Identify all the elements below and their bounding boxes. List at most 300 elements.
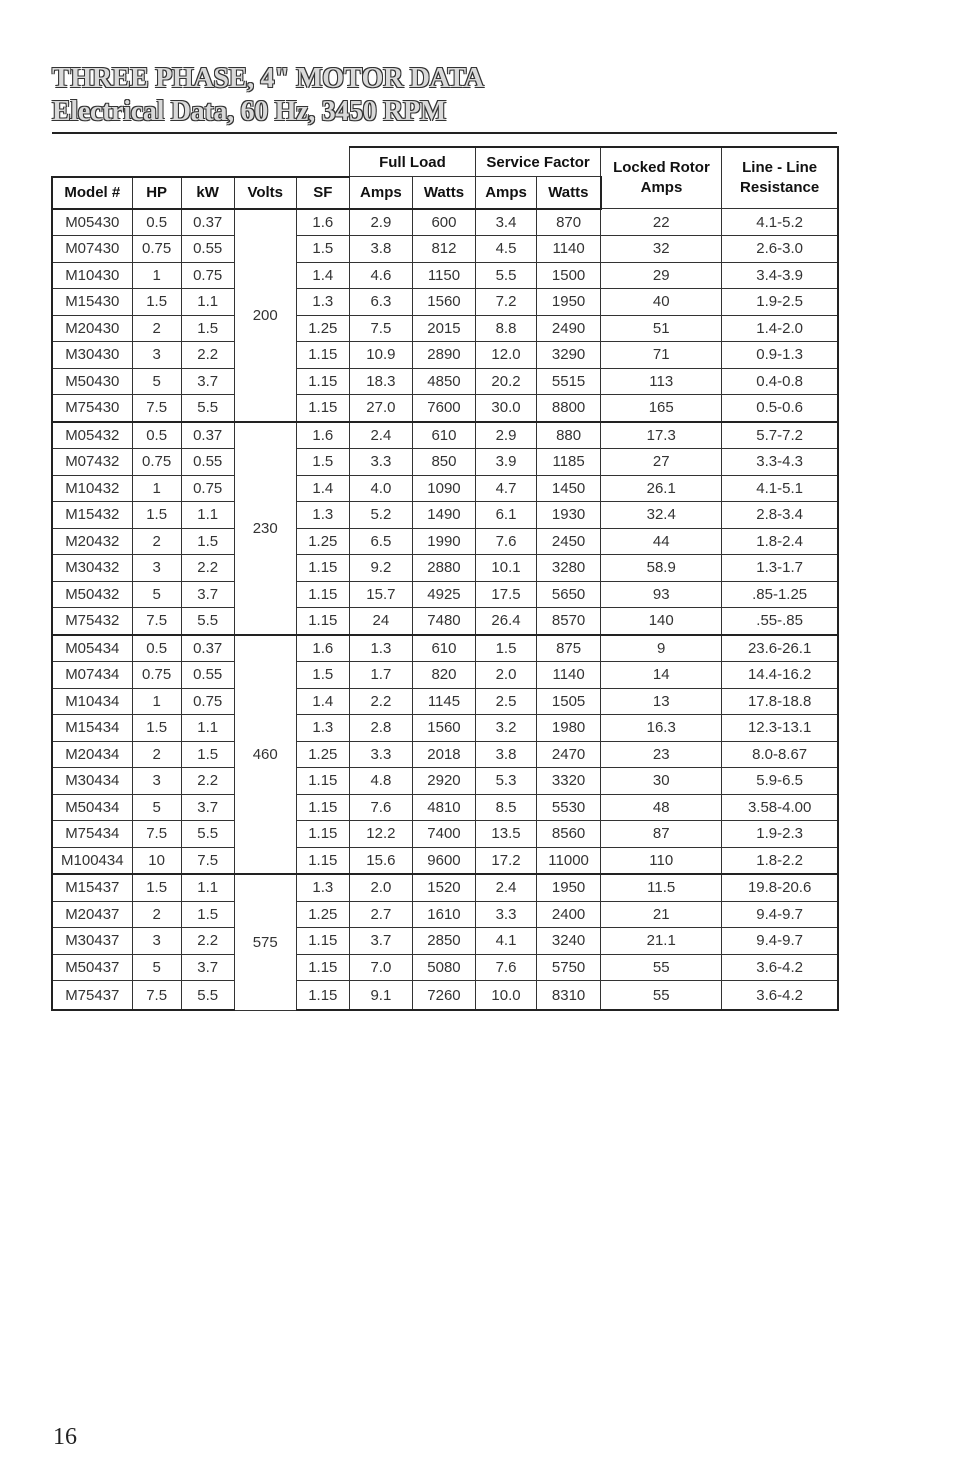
sf-cell: 1.15	[296, 847, 349, 874]
hp-cell: 0.75	[132, 449, 181, 476]
table-row	[52, 555, 838, 582]
service-factor-watts-cell: 8800	[537, 395, 601, 422]
full-load-amps-cell: 10.9	[349, 342, 412, 369]
full-load-amps-cell: 4.0	[349, 475, 412, 502]
service-factor-watts-cell: 2490	[537, 315, 601, 342]
service-factor-amps-cell: 10.1	[476, 555, 537, 582]
service-factor-amps-cell: 26.4	[476, 608, 537, 635]
full-load-watts-cell: 610	[412, 422, 475, 449]
locked-rotor-amps-cell: 55	[601, 954, 722, 981]
sf-cell: 1.15	[296, 928, 349, 955]
model-cell: M05432	[52, 422, 132, 449]
service-factor-watts-cell: 875	[537, 635, 601, 662]
model-cell: M30437	[52, 928, 132, 955]
sf-cell: 1.3	[296, 289, 349, 316]
full-load-amps-cell: 4.6	[349, 262, 412, 289]
full-load-amps-cell: 3.8	[349, 236, 412, 263]
hp-cell: 1	[132, 262, 181, 289]
model-cell: M30434	[52, 768, 132, 795]
sf-cell: 1.6	[296, 635, 349, 662]
hp-cell: 5	[132, 368, 181, 395]
full-load-amps-cell: 1.7	[349, 662, 412, 689]
line-line-resistance-cell: 2.6-3.0	[722, 236, 838, 263]
service-factor-watts-cell: 8560	[537, 821, 601, 848]
locked-rotor-amps-cell: 58.9	[601, 555, 722, 582]
full-load-amps-cell: 3.3	[349, 449, 412, 476]
locked-rotor-amps-cell: 21.1	[601, 928, 722, 955]
full-load-watts-cell: 7600	[412, 395, 475, 422]
full-load-watts-cell: 7260	[412, 981, 475, 1011]
table-row	[52, 262, 838, 289]
full-load-watts-cell: 820	[412, 662, 475, 689]
volts-cell: 230	[234, 422, 296, 635]
kw-cell: 0.37	[181, 209, 234, 236]
kw-cell: 0.55	[181, 236, 234, 263]
hp-cell: 0.5	[132, 209, 181, 236]
line-line-resistance-cell: 1.8-2.4	[722, 528, 838, 555]
service-factor-amps-cell: 17.5	[476, 581, 537, 608]
kw-cell: 7.5	[181, 847, 234, 874]
service-factor-amps-cell: 3.4	[476, 209, 537, 236]
table-row	[52, 794, 838, 821]
model-cell: M07434	[52, 662, 132, 689]
service-factor-amps-cell: 2.9	[476, 422, 537, 449]
kw-cell: 5.5	[181, 981, 234, 1011]
full-load-amps-cell: 7.0	[349, 954, 412, 981]
kw-cell: 0.55	[181, 662, 234, 689]
service-factor-amps-cell: 4.1	[476, 928, 537, 955]
hp-cell: 2	[132, 315, 181, 342]
model-cell: M20432	[52, 528, 132, 555]
sf-cell: 1.15	[296, 581, 349, 608]
hp-cell: 0.5	[132, 422, 181, 449]
full-load-watts-cell: 7480	[412, 608, 475, 635]
hp-cell: 1	[132, 688, 181, 715]
service-factor-amps-cell: 4.7	[476, 475, 537, 502]
kw-cell: 0.37	[181, 635, 234, 662]
model-cell: M75437	[52, 981, 132, 1011]
sf-cell: 1.4	[296, 688, 349, 715]
full-load-watts-cell: 2880	[412, 555, 475, 582]
full-load-watts-cell: 2890	[412, 342, 475, 369]
full-load-watts-cell: 1490	[412, 502, 475, 529]
kw-cell: 5.5	[181, 821, 234, 848]
service-factor-amps-header: Amps	[476, 177, 537, 209]
sf-cell: 1.6	[296, 422, 349, 449]
sf-cell: 1.5	[296, 662, 349, 689]
page-subtitle: Electrical Data, 60 Hz, 3450 RPM	[52, 96, 446, 127]
sf-cell: 1.15	[296, 981, 349, 1011]
sf-cell: 1.25	[296, 741, 349, 768]
model-cell: M15432	[52, 502, 132, 529]
kw-cell: 1.1	[181, 874, 234, 901]
service-factor-amps-cell: 5.3	[476, 768, 537, 795]
service-factor-amps-cell: 2.0	[476, 662, 537, 689]
hp-cell: 1	[132, 475, 181, 502]
table-row	[52, 475, 838, 502]
full-load-watts-cell: 4925	[412, 581, 475, 608]
locked-rotor-amps-cell: 27	[601, 449, 722, 476]
full-load-amps-cell: 18.3	[349, 368, 412, 395]
locked-rotor-amps-cell: 29	[601, 262, 722, 289]
locked-rotor-amps-cell: 13	[601, 688, 722, 715]
kw-header: kW	[181, 177, 234, 209]
model-cell: M50437	[52, 954, 132, 981]
kw-cell: 5.5	[181, 395, 234, 422]
sf-cell: 1.5	[296, 236, 349, 263]
sf-cell: 1.6	[296, 209, 349, 236]
page-number: 16	[53, 1424, 77, 1450]
full-load-amps-cell: 27.0	[349, 395, 412, 422]
service-factor-watts-cell: 11000	[537, 847, 601, 874]
line-line-resistance-cell: 4.1-5.2	[722, 209, 838, 236]
full-load-watts-cell: 1520	[412, 874, 475, 901]
header-spacer	[52, 147, 349, 177]
page-title: THREE PHASE, 4" MOTOR DATA	[52, 63, 484, 94]
full-load-watts-cell: 7400	[412, 821, 475, 848]
line-line-resistance-cell: 1.9-2.5	[722, 289, 838, 316]
sf-cell: 1.15	[296, 555, 349, 582]
full-load-amps-cell: 24	[349, 608, 412, 635]
line-line-resistance-cell: 14.4-16.2	[722, 662, 838, 689]
full-load-watts-cell: 5080	[412, 954, 475, 981]
full-load-amps-cell: 12.2	[349, 821, 412, 848]
model-cell: M10434	[52, 688, 132, 715]
line-line-resistance-cell: 4.1-5.1	[722, 475, 838, 502]
model-cell: M75432	[52, 608, 132, 635]
sf-cell: 1.15	[296, 768, 349, 795]
table-row	[52, 608, 838, 635]
kw-cell: 2.2	[181, 342, 234, 369]
table-row	[52, 395, 838, 422]
page-header	[52, 62, 837, 134]
service-factor-amps-cell: 8.8	[476, 315, 537, 342]
full-load-watts-cell: 1560	[412, 715, 475, 742]
service-factor-watts-cell: 1140	[537, 236, 601, 263]
full-load-amps-cell: 15.7	[349, 581, 412, 608]
kw-cell: 0.75	[181, 688, 234, 715]
sf-cell: 1.15	[296, 342, 349, 369]
model-cell: M30432	[52, 555, 132, 582]
hp-header: HP	[132, 177, 181, 209]
service-factor-watts-cell: 3240	[537, 928, 601, 955]
service-factor-watts-cell: 5650	[537, 581, 601, 608]
kw-cell: 2.2	[181, 555, 234, 582]
hp-cell: 3	[132, 928, 181, 955]
model-cell: M30430	[52, 342, 132, 369]
line-line-resistance-cell: 3.6-4.2	[722, 954, 838, 981]
locked-rotor-amps-cell: 55	[601, 981, 722, 1011]
locked-rotor-amps-cell: 71	[601, 342, 722, 369]
line-line-resistance-cell: 0.5-0.6	[722, 395, 838, 422]
service-factor-amps-cell: 3.3	[476, 901, 537, 928]
service-factor-amps-cell: 30.0	[476, 395, 537, 422]
service-factor-watts-cell: 5530	[537, 794, 601, 821]
full-load-watts-cell: 4810	[412, 794, 475, 821]
line-line-resistance-cell: 1.9-2.3	[722, 821, 838, 848]
table-row	[52, 528, 838, 555]
service-factor-watts-cell: 1505	[537, 688, 601, 715]
model-cell: M50430	[52, 368, 132, 395]
full-load-amps-cell: 15.6	[349, 847, 412, 874]
full-load-amps-cell: 7.6	[349, 794, 412, 821]
hp-cell: 3	[132, 768, 181, 795]
full-load-watts-cell: 1150	[412, 262, 475, 289]
line-line-resistance-cell: 5.9-6.5	[722, 768, 838, 795]
full-load-watts-header: Watts	[412, 177, 475, 209]
locked-rotor-amps-cell: 30	[601, 768, 722, 795]
table-row	[52, 901, 838, 928]
line-line-resistance-cell: .85-1.25	[722, 581, 838, 608]
service-factor-watts-cell: 8310	[537, 981, 601, 1011]
service-factor-watts-cell: 2400	[537, 901, 601, 928]
model-cell: M50434	[52, 794, 132, 821]
hp-cell: 0.75	[132, 662, 181, 689]
hp-cell: 2	[132, 741, 181, 768]
full-load-amps-cell: 7.5	[349, 315, 412, 342]
service-factor-amps-cell: 20.2	[476, 368, 537, 395]
full-load-watts-cell: 1090	[412, 475, 475, 502]
hp-cell: 1.5	[132, 715, 181, 742]
full-load-amps-cell: 3.3	[349, 741, 412, 768]
full-load-watts-cell: 2015	[412, 315, 475, 342]
service-factor-amps-cell: 2.5	[476, 688, 537, 715]
full-load-watts-cell: 1560	[412, 289, 475, 316]
locked-rotor-amps-cell: 87	[601, 821, 722, 848]
model-header: Model #	[52, 177, 132, 209]
full-load-watts-cell: 2920	[412, 768, 475, 795]
table-row	[52, 981, 838, 1011]
hp-cell: 1.5	[132, 502, 181, 529]
service-factor-watts-cell: 880	[537, 422, 601, 449]
model-cell: M15434	[52, 715, 132, 742]
kw-cell: 1.5	[181, 528, 234, 555]
locked-rotor-amps-cell: 16.3	[601, 715, 722, 742]
line-line-resistance-cell: 17.8-18.8	[722, 688, 838, 715]
kw-cell: 2.2	[181, 928, 234, 955]
sf-cell: 1.4	[296, 475, 349, 502]
model-cell: M07430	[52, 236, 132, 263]
kw-cell: 0.55	[181, 449, 234, 476]
full-load-header: Full Load	[349, 147, 475, 177]
line-line-resistance-cell: .55-.85	[722, 608, 838, 635]
table-row	[52, 847, 838, 874]
kw-cell: 1.5	[181, 901, 234, 928]
locked-rotor-amps-header: Locked Rotor Amps	[601, 147, 722, 209]
model-cell: M15437	[52, 874, 132, 901]
locked-rotor-amps-cell: 17.3	[601, 422, 722, 449]
locked-rotor-amps-cell: 165	[601, 395, 722, 422]
full-load-watts-cell: 600	[412, 209, 475, 236]
service-factor-amps-cell: 3.9	[476, 449, 537, 476]
hp-cell: 1.5	[132, 289, 181, 316]
table-row	[52, 715, 838, 742]
service-factor-amps-cell: 13.5	[476, 821, 537, 848]
service-factor-watts-cell: 1950	[537, 874, 601, 901]
sf-cell: 1.25	[296, 315, 349, 342]
full-load-watts-cell: 4850	[412, 368, 475, 395]
line-line-resistance-cell: 5.7-7.2	[722, 422, 838, 449]
table-group-header-row	[52, 147, 838, 177]
service-factor-amps-cell: 8.5	[476, 794, 537, 821]
service-factor-watts-cell: 3290	[537, 342, 601, 369]
service-factor-amps-cell: 7.6	[476, 528, 537, 555]
model-cell: M20430	[52, 315, 132, 342]
service-factor-watts-cell: 1450	[537, 475, 601, 502]
full-load-amps-cell: 2.4	[349, 422, 412, 449]
full-load-amps-cell: 2.0	[349, 874, 412, 901]
service-factor-watts-cell: 1930	[537, 502, 601, 529]
locked-rotor-amps-cell: 32	[601, 236, 722, 263]
sf-cell: 1.15	[296, 608, 349, 635]
table-row	[52, 342, 838, 369]
full-load-amps-cell: 2.7	[349, 901, 412, 928]
table-row	[52, 768, 838, 795]
model-cell: M20434	[52, 741, 132, 768]
table-row	[52, 368, 838, 395]
line-line-resistance-header: Line - Line Resistance	[722, 147, 838, 209]
table-row	[52, 741, 838, 768]
sf-cell: 1.25	[296, 901, 349, 928]
table-row	[52, 581, 838, 608]
hp-cell: 5	[132, 954, 181, 981]
model-cell: M07432	[52, 449, 132, 476]
locked-rotor-amps-cell: 11.5	[601, 874, 722, 901]
volts-header: Volts	[234, 177, 296, 209]
full-load-amps-cell: 5.2	[349, 502, 412, 529]
full-load-amps-cell: 6.3	[349, 289, 412, 316]
kw-cell: 5.5	[181, 608, 234, 635]
sf-cell: 1.15	[296, 368, 349, 395]
kw-cell: 1.1	[181, 289, 234, 316]
full-load-watts-cell: 850	[412, 449, 475, 476]
service-factor-watts-cell: 5750	[537, 954, 601, 981]
hp-cell: 10	[132, 847, 181, 874]
kw-cell: 0.75	[181, 475, 234, 502]
line-line-resistance-cell: 1.4-2.0	[722, 315, 838, 342]
hp-cell: 7.5	[132, 395, 181, 422]
service-factor-amps-cell: 12.0	[476, 342, 537, 369]
kw-cell: 1.1	[181, 502, 234, 529]
table-row	[52, 315, 838, 342]
line-line-resistance-cell: 23.6-26.1	[722, 635, 838, 662]
line-line-resistance-cell: 1.3-1.7	[722, 555, 838, 582]
line-line-resistance-cell: 8.0-8.67	[722, 741, 838, 768]
service-factor-amps-cell: 5.5	[476, 262, 537, 289]
table-row	[52, 236, 838, 263]
hp-cell: 1.5	[132, 874, 181, 901]
service-factor-amps-cell: 6.1	[476, 502, 537, 529]
volts-cell: 460	[234, 635, 296, 875]
full-load-amps-cell: 4.8	[349, 768, 412, 795]
kw-cell: 3.7	[181, 794, 234, 821]
kw-cell: 2.2	[181, 768, 234, 795]
volts-cell: 575	[234, 874, 296, 1010]
locked-rotor-amps-cell: 26.1	[601, 475, 722, 502]
sf-cell: 1.5	[296, 449, 349, 476]
model-cell: M75430	[52, 395, 132, 422]
table-row	[52, 289, 838, 316]
hp-cell: 7.5	[132, 608, 181, 635]
service-factor-watts-cell: 2450	[537, 528, 601, 555]
model-cell: M75434	[52, 821, 132, 848]
line-line-resistance-cell: 3.6-4.2	[722, 981, 838, 1011]
service-factor-watts-cell: 870	[537, 209, 601, 236]
line-line-resistance-cell: 2.8-3.4	[722, 502, 838, 529]
table-row	[52, 928, 838, 955]
hp-cell: 3	[132, 342, 181, 369]
full-load-watts-cell: 1610	[412, 901, 475, 928]
sf-header: SF	[296, 177, 349, 209]
table-row	[52, 502, 838, 529]
line-line-resistance-cell: 9.4-9.7	[722, 901, 838, 928]
model-cell: M100434	[52, 847, 132, 874]
model-cell: M20437	[52, 901, 132, 928]
table-row	[52, 662, 838, 689]
hp-cell: 0.75	[132, 236, 181, 263]
locked-rotor-amps-cell: 23	[601, 741, 722, 768]
service-factor-watts-cell: 8570	[537, 608, 601, 635]
kw-cell: 1.5	[181, 741, 234, 768]
sf-cell: 1.15	[296, 794, 349, 821]
table-row	[52, 422, 838, 449]
locked-rotor-amps-cell: 44	[601, 528, 722, 555]
line-line-resistance-cell: 0.4-0.8	[722, 368, 838, 395]
model-cell: M15430	[52, 289, 132, 316]
service-factor-watts-header: Watts	[537, 177, 601, 209]
model-cell: M10430	[52, 262, 132, 289]
service-factor-amps-cell: 7.2	[476, 289, 537, 316]
kw-cell: 0.37	[181, 422, 234, 449]
line-line-resistance-cell: 1.8-2.2	[722, 847, 838, 874]
locked-rotor-amps-cell: 140	[601, 608, 722, 635]
full-load-watts-cell: 2018	[412, 741, 475, 768]
line-line-resistance-cell: 19.8-20.6	[722, 874, 838, 901]
service-factor-amps-cell: 3.8	[476, 741, 537, 768]
sf-cell: 1.15	[296, 954, 349, 981]
full-load-amps-cell: 1.3	[349, 635, 412, 662]
full-load-amps-header: Amps	[349, 177, 412, 209]
full-load-watts-cell: 9600	[412, 847, 475, 874]
kw-cell: 3.7	[181, 954, 234, 981]
full-load-amps-cell: 2.8	[349, 715, 412, 742]
table-row	[52, 635, 838, 662]
hp-cell: 7.5	[132, 981, 181, 1011]
table-row	[52, 688, 838, 715]
motor-data-table	[51, 146, 839, 1011]
sf-cell: 1.3	[296, 874, 349, 901]
full-load-watts-cell: 2850	[412, 928, 475, 955]
locked-rotor-amps-cell: 9	[601, 635, 722, 662]
service-factor-watts-cell: 1950	[537, 289, 601, 316]
sf-cell: 1.3	[296, 715, 349, 742]
full-load-amps-cell: 6.5	[349, 528, 412, 555]
service-factor-amps-cell: 7.6	[476, 954, 537, 981]
line-line-resistance-cell: 9.4-9.7	[722, 928, 838, 955]
kw-cell: 3.7	[181, 368, 234, 395]
sf-cell: 1.15	[296, 395, 349, 422]
table-row	[52, 821, 838, 848]
hp-cell: 2	[132, 901, 181, 928]
hp-cell: 3	[132, 555, 181, 582]
locked-rotor-amps-cell: 93	[601, 581, 722, 608]
full-load-watts-cell: 610	[412, 635, 475, 662]
locked-rotor-amps-cell: 110	[601, 847, 722, 874]
model-cell: M05430	[52, 209, 132, 236]
locked-rotor-amps-cell: 14	[601, 662, 722, 689]
service-factor-watts-cell: 2470	[537, 741, 601, 768]
table-row	[52, 449, 838, 476]
